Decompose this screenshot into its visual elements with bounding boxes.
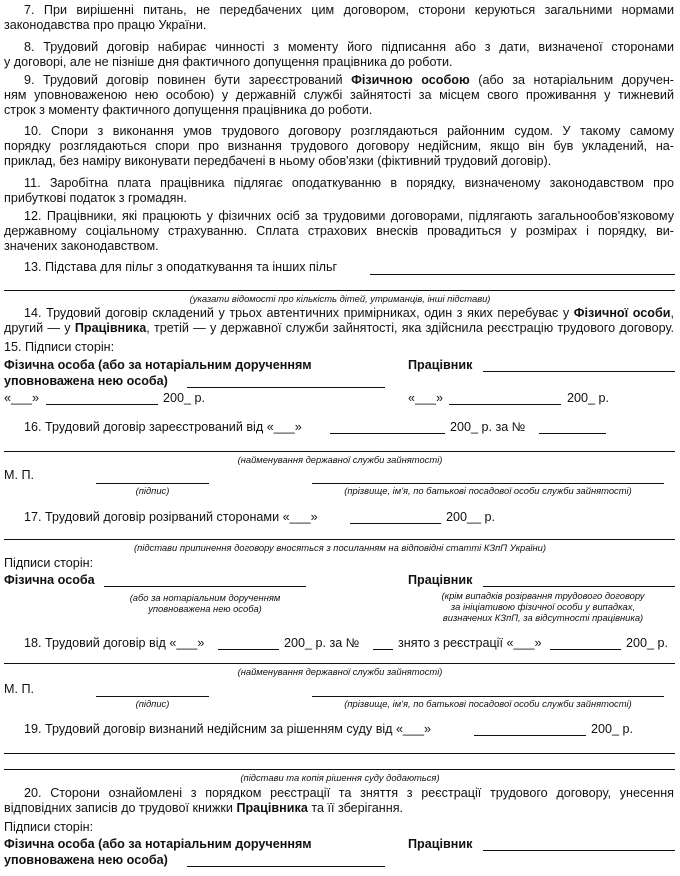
employee-date-day: «___» (408, 391, 444, 405)
text-segment: , (670, 306, 674, 320)
text-line (4, 306, 674, 321)
official-signature-field-2[interactable] (96, 696, 209, 697)
text-line (4, 73, 674, 88)
court-decision-date-field[interactable] (474, 735, 586, 736)
termination-grounds-field[interactable] (4, 539, 675, 540)
text-line (4, 321, 674, 336)
text-line (4, 801, 674, 816)
termination-year: 200__ р. (446, 510, 496, 524)
employer-date-day: «___» (4, 391, 40, 405)
text-segment: , третій — у державної служби зайнятості, яка здійснила реєстрацію трудового договору. (146, 321, 675, 336)
text-segment: та її зберігання. (307, 801, 404, 816)
registration-year-number: 200_ р. за № (450, 420, 526, 434)
employee-date-year: 200_ р. (567, 391, 610, 405)
seal-label-2: М. П. (4, 682, 35, 696)
paragraph-9 (4, 73, 674, 119)
employment-service-field[interactable] (4, 451, 675, 452)
benefits-caption: (указати відомості про кількість дітей, утриманців, інші підстави) (189, 293, 491, 304)
text-line: 7. При вирішенні питань, не передбачених цим договором, сторони керуються загальними нормами (24, 3, 674, 17)
employment-service-caption-2: (найменування державної служби зайнятості) (237, 666, 443, 677)
signatures-heading: 15. Підписи сторін: (4, 340, 115, 354)
employee-caption-line-3: визначених КЗпП, за відсутності працівника) (442, 612, 644, 623)
deregistration-contract-date-field[interactable] (218, 649, 279, 650)
text-line: 8. Трудовий договір набирає чинності з моменту його підписання або з дати, визначеної сторонами (24, 40, 674, 54)
text-line: прибуткові податок з громадян. (4, 191, 187, 206)
bold-term: Фізичною особою (351, 73, 470, 87)
termination-text: 17. Трудовий договір розірваний сторонами «___» (24, 510, 318, 524)
signatures-heading-2: Підписи сторін: (4, 556, 94, 570)
employee-date-month-field[interactable] (449, 404, 561, 405)
signature-caption: (підпис) (135, 485, 170, 496)
court-decision-year: 200_ р. (591, 722, 634, 736)
signature-caption-2: (підпис) (135, 698, 170, 709)
employee-signature-field[interactable] (483, 371, 675, 372)
paragraph-13: 13. Підстава для пільг з оподаткування та інших пільг (24, 260, 338, 274)
benefits-basis-field-line-2[interactable] (4, 290, 675, 291)
signatures-heading-3: Підписи сторін: (4, 820, 94, 834)
deregistration-removed-text: знято з реєстрації «___» (398, 636, 542, 650)
paragraph-7 (4, 3, 674, 33)
deregistration-year-number: 200_ р. за № (284, 636, 360, 650)
employer-caption-line-2: уповноважена нею особа) (148, 603, 262, 614)
text-segment: 14. Трудовий договір складений у трьох автентичних примірниках, один з яких перебуває у (24, 306, 574, 320)
employment-service-caption: (найменування державної служби зайнятості) (237, 454, 443, 465)
employee-caption-line-2: за ініціативою фізичної особи у випадках, (450, 601, 636, 612)
text-line: порядку розглядаються спори про визнання трудового договору недійсним, якщо він був укладений, на- (4, 139, 674, 154)
employer-label-3-line-2: уповноважена нею особа) (4, 853, 168, 867)
text-line: державному соціальному страхуванню. Сплата страхових внесків провадиться у розмірах і порядку, ви- (4, 224, 674, 239)
text-segment: 9. Трудовий договір повинен бути зареєстрований (24, 73, 352, 87)
employer-caption-line-1: (або за нотаріальним дорученням (129, 592, 281, 603)
text-line: законодавства про працю України. (4, 18, 207, 33)
employer-label-2: Фізична особа (4, 573, 95, 587)
seal-label: М. П. (4, 468, 35, 482)
employer-label: Фізична особа (або за нотаріальним дорученням (4, 358, 312, 372)
text-line: 11. Заробітна плата працівника підлягає оподаткуванню в порядку, визначеному законодавством про (24, 176, 674, 190)
text-line: строк з моменту фактичного допущення працівника до роботи. (4, 103, 373, 118)
employer-signature-field[interactable] (187, 387, 385, 388)
official-signature-field[interactable] (96, 483, 209, 484)
employee-label-2: Працівник (408, 573, 473, 587)
employment-service-field-2[interactable] (4, 663, 675, 664)
text-line: ням уповноваженою нею особою) у державній службі зайнятості за місцем свого проживання у тижневий (4, 88, 674, 103)
text-line: значених законодавством. (4, 239, 159, 254)
official-name-field[interactable] (312, 483, 664, 484)
official-name-field-2[interactable] (312, 696, 664, 697)
bold-term: Працівника (236, 801, 308, 816)
text-line: у договорі, але не пізніше дня фактичного допущення працівника до роботи. (4, 55, 453, 70)
employer-label-line-2: уповноважена нею особа) (4, 374, 168, 388)
court-grounds-caption: (підстави та копія рішення суду додаються) (240, 772, 440, 783)
bold-term: Працівника (74, 321, 147, 336)
benefits-basis-field[interactable] (370, 274, 675, 275)
paragraph-20 (4, 786, 674, 816)
employer-signature-field-3[interactable] (187, 866, 385, 867)
paragraph-10 (4, 124, 674, 170)
employee-caption-line-1: (крім випадків розірвання трудового договору (441, 590, 645, 601)
court-grounds-field-2[interactable] (4, 769, 675, 770)
bold-term: Фізичної особи (573, 306, 671, 320)
employee-label-3: Працівник (408, 837, 473, 851)
paragraph-11 (4, 176, 674, 206)
text-line: 12. Працівники, які працюють у фізичних осіб за трудовими договорами, підлягають загальнообов'язковому (24, 209, 674, 223)
paragraph-14 (4, 306, 674, 336)
text-line: приклад, без наміру виконувати передбачені в ньому обов'язки (фіктивний трудовий договір). (4, 154, 552, 169)
text-line: 10. Спори з виконання умов трудового договору розглядаються районним судом. У такому самому (24, 124, 674, 138)
deregistration-year: 200_ р. (626, 636, 669, 650)
registration-date-field[interactable] (330, 433, 445, 434)
official-name-caption-2: (прізвище, ім'я, по батькові посадової особи служби зайнятості) (344, 698, 632, 709)
registration-number-field[interactable] (539, 433, 606, 434)
employee-signature-field-2[interactable] (483, 586, 675, 587)
court-grounds-field[interactable] (4, 753, 675, 754)
deregistration-date-field[interactable] (550, 649, 621, 650)
termination-date-field[interactable] (350, 523, 441, 524)
employer-date-month-field[interactable] (46, 404, 158, 405)
termination-grounds-caption: (підстави припинення договору вносяться з посиланням на відповідні статті КЗпП України) (133, 542, 547, 553)
employee-label: Працівник (408, 358, 473, 372)
registration-text: 16. Трудовий договір зареєстрований від «___» (24, 420, 302, 434)
deregistration-text: 18. Трудовий договір від «___» (24, 636, 205, 650)
employee-signature-field-3[interactable] (483, 850, 675, 851)
paragraph-8 (4, 40, 674, 70)
employer-label-3: Фізична особа (або за нотаріальним дорученням (4, 837, 312, 851)
text-segment: відповідних записів до трудової книжки (4, 801, 237, 816)
employer-signature-field-2[interactable] (104, 586, 306, 587)
text-line: 20. Сторони ознайомлені з порядком реєстрації та зняття з реєстрації трудового договору, унесення (24, 786, 674, 800)
text-segment: другий — у (4, 321, 75, 336)
paragraph-12 (4, 209, 674, 255)
deregistration-number-field[interactable] (373, 649, 393, 650)
court-invalidation-text: 19. Трудовий договір визнаний недійсним за рішенням суду від «___» (24, 722, 432, 736)
employer-date-year: 200_ р. (163, 391, 206, 405)
text-segment: (або за нотаріальним доручен- (469, 73, 674, 87)
official-name-caption: (прізвище, ім'я, по батькові посадової особи служби зайнятості) (344, 485, 632, 496)
